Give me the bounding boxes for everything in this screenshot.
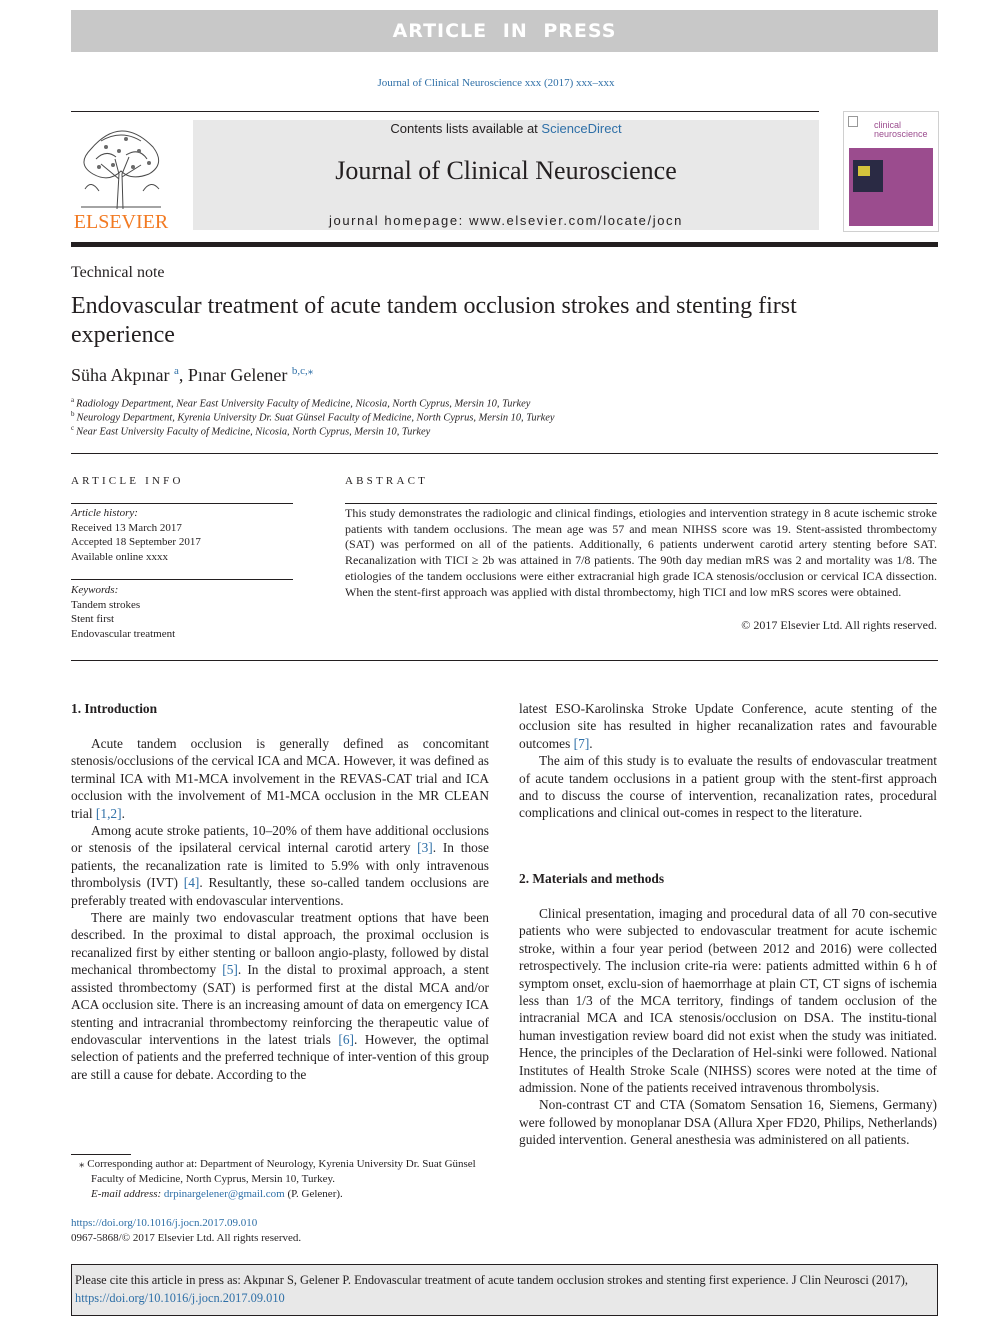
intro-heading: 1. Introduction [71, 701, 158, 716]
abstract-text: This study demonstrates the radiologic and clinical findings, etiologies and intervention strategy in 8 acute ischemic stroke patients with tandem occlusions. The mean age was 57 and mean NIHSS score was 19. Stent-assisted thrombectomy (SAT) was performed on all of the patients. Additionally, 6 patients underwent carotid artery stenting before SAT. Recanalization with TICI ≥ 2b was attained in 7/8 patients. The 90th day median mRS was 2 and mortality was 1/8. The etiologies of the tandem occlusions were either extracranial high grade ICA stenosis/occlusion or cervical ICA dissection. When the stent-first approach was applied with distal thrombectomy, high TICI and low mRS scores were obtained. [345, 506, 937, 599]
author-name[interactable]: Süha Akpınar [71, 365, 170, 385]
paragraph: Non-contrast CT and CTA (Somatom Sensation 16, Siemens, Germany) were followed by monoplanar DSA (Allura Xper FD20, Philips, Netherlands) guided intervention. General anesthesia was administered on all patients. [519, 1097, 937, 1148]
footnote-rule [71, 1154, 131, 1155]
article-info-rule [71, 503, 293, 504]
cover-title-line2: neuroscience [874, 129, 928, 139]
article-in-press-banner [71, 10, 938, 52]
cover-scan-highlight [858, 166, 870, 176]
paragraph: There are mainly two endovascular treatment options that have been described. In the proximal to distal approach, the proximal occlusion is recanalized first by either stenting or balloon angio-plasty, followed by distal mechanical thrombectomy [5]. In the distal to proximal approach, a stent assisted thrombectomy (SAT) is performed first at the distal MCA and/or ACA occlusion site. There is an increasing amount of data on emergency ICA stenting and intracranial thrombectomy reinforcing the therapeutic value of endovascular interventions in the latest trials [6]. However, the optimal selection of patients and the preferred technique of inter-vention of this group are still a cause for debate. According to the [71, 910, 489, 1082]
section-rule-bottom [71, 660, 938, 661]
doi-link[interactable]: https://doi.org/10.1016/j.jocn.2017.09.010 [71, 1217, 258, 1229]
author-affil-sup[interactable]: a [174, 365, 179, 377]
history-item: Received 13 March 2017 [71, 521, 182, 534]
contents-prefix: Contents lists available at [390, 121, 542, 136]
corresponding-mark: ⁎ [79, 1158, 85, 1170]
citation-text: Please cite this article in press as: Akpınar S, Gelener P. Endovascular treatment of acute tandem occlusion strokes and stenting first experience. J Clin Neurosci (2017), https://doi.org/10.1016/j.jocn.2017.09.010 [75, 1273, 909, 1305]
citation-link[interactable]: [3] [417, 840, 433, 856]
article-type: Technical note [71, 264, 165, 281]
keyword: Stent first [71, 613, 115, 625]
masthead-thick-rule [71, 242, 938, 247]
section-rule-top [71, 453, 938, 454]
journal-title: Journal of Clinical Neuroscience [335, 156, 677, 185]
journal-homepage[interactable]: journal homepage: www.elsevier.com/locate/jocn [329, 213, 683, 228]
journal-cover-image [843, 111, 939, 232]
email-label: E-mail address: [91, 1188, 162, 1200]
affiliation: $^b$ Neurology Department, Kyrenia University Dr. Suat Günsel Faculty of Medicine, North Cyprus, Mersin 10, Turkey [71, 410, 555, 424]
sciencedirect-link[interactable]: ScienceDirect [541, 121, 622, 136]
paragraph: Clinical presentation, imaging and procedural data of all 70 con-secutive patients who were subjected to endovascular treatment for acute ischemic stroke, within a four year period (between 2012 and 2016) were collected retrospectively. The inclusion crite-ria were: patients admitted within 6 h of symptom onset, exclu-sion of haemorrhage at plain CT, CT signs of ischemia less than 1/3 of the MCA territory, findings of tandem occlusion of the intracranial MCA and ICA stenosis/occlusion on DSA. The institu-tional human investigation review board did not exist when the study was initiated. Hence, the principles of the Declaration of Hel-sinki were followed. National Institutes of Health Stroke Scale (NIHSS) scores were noted at the time of admission. None of the patients received intravenous thrombolysis. [519, 906, 937, 1096]
keywords-rule [71, 579, 293, 580]
article-info-heading: ARTICLE INFO [71, 475, 184, 487]
paragraph: The aim of this study is to evaluate the results of endovascular treatment of acute tandem occlusions in a patient group with the stent-first approach and to discuss the course of intervention, recanalization rates, procedural complications and clinical out-comes in respect to the literature. [519, 753, 937, 821]
paragraph: latest ESO-Karolinska Stroke Update Conference, acute stenting of the occlusion site has resulted in higher recanalization rates and favourable outcomes [7]. [519, 701, 937, 751]
citation-link[interactable]: [5] [222, 962, 238, 978]
journal-reference[interactable]: Journal of Clinical Neuroscience xxx (2017) xxx–xxx [377, 77, 615, 89]
citation-link[interactable]: [1,2] [95, 805, 122, 821]
header-rule [71, 111, 819, 112]
abstract-rule [345, 503, 937, 504]
paragraph: Among acute stroke patients, 10–20% of them have additional occlusions or stenosis of the ipsilateral cervical internal carotid artery [3]. In those patients, the recanalization rate is limited to 5.9% with only intravenous thrombolysis (IVT) [4]. Resultantly, these so-called tandem occlusions are preferably treated with endovascular interventions. [71, 823, 490, 908]
keywords-label: Keywords: [71, 584, 119, 596]
citation-link[interactable]: [4] [183, 875, 200, 891]
author-name[interactable]: Pınar Gelener [187, 365, 288, 385]
affiliation: $^c$ Near East University Faculty of Medicine, Nicosia, North Cyprus, Mersin 10, Turkey [71, 424, 431, 438]
cover-title [874, 121, 928, 139]
citation-link[interactable]: [6] [338, 1031, 354, 1047]
contents-line [193, 121, 819, 136]
history-item: Available online xxxx [71, 550, 168, 563]
footnote [71, 1157, 489, 1202]
email-suffix: (P. Gelener). [287, 1188, 343, 1200]
elsevier-wordmark: ELSEVIER [73, 211, 169, 233]
cover-title-line1: clinical [874, 120, 902, 130]
methods-text [519, 905, 937, 1149]
doi-block [71, 1216, 301, 1246]
banner-text: ARTICLE IN PRESS [392, 20, 617, 42]
cover-publisher-logo [848, 116, 858, 127]
abstract-heading: ABSTRACT [345, 475, 429, 487]
author-list: Süha Akpınar $^a$, Pınar Gelener $^{b,c,⁎}$ [71, 365, 314, 385]
history-item: Accepted 18 September 2017 [71, 536, 201, 548]
keyword: Endovascular treatment [71, 627, 176, 640]
citation-link[interactable]: [7] [573, 735, 590, 751]
intro-text [71, 735, 489, 1083]
abstract-copyright: © 2017 Elsevier Ltd. All rights reserved. [741, 618, 937, 632]
corresponding-text: Corresponding author at: Department of Neurology, Kyrenia University Dr. Suat Günsel Faculty of Medicine, North Cyprus, Mersin 10, Turkey. [87, 1158, 476, 1185]
cover-scan-image [853, 160, 883, 192]
author-affil-sup[interactable]: b,c,⁎ [291, 365, 314, 377]
keyword: Tandem strokes [71, 598, 141, 611]
issn-line: 0967-5868/© 2017 Elsevier Ltd. All rights reserved. [71, 1232, 302, 1244]
affiliation: $^a$ Radiology Department, Near East University Faculty of Medicine, Nicosia, North Cyprus, Mersin 10, Turkey [71, 396, 531, 410]
keywords [71, 583, 293, 641]
methods-heading: 2. Materials and methods [519, 871, 665, 886]
paragraph: Acute tandem occlusion is generally defined as concomitant stenosis/occlusions of the cervical ICA and MCA. However, it was defined as terminal ICA with M1-MCA involvement in the REVAS-CAT trial and ICA occlusion with the involvement of M1-MCA occlusion in the MR CLEAN trial [1,2]. [71, 736, 489, 821]
email-link[interactable]: drpinargelener@gmail.com [163, 1188, 285, 1200]
article-title: Endovascular treatment of acute tandem occlusion strokes and stenting first experience [71, 293, 797, 348]
history-label: Article history: [71, 507, 138, 519]
article-history [71, 506, 293, 564]
citation-doi-link[interactable]: https://doi.org/10.1016/j.jocn.2017.09.010 [75, 1291, 285, 1305]
right-column-text [519, 700, 937, 822]
